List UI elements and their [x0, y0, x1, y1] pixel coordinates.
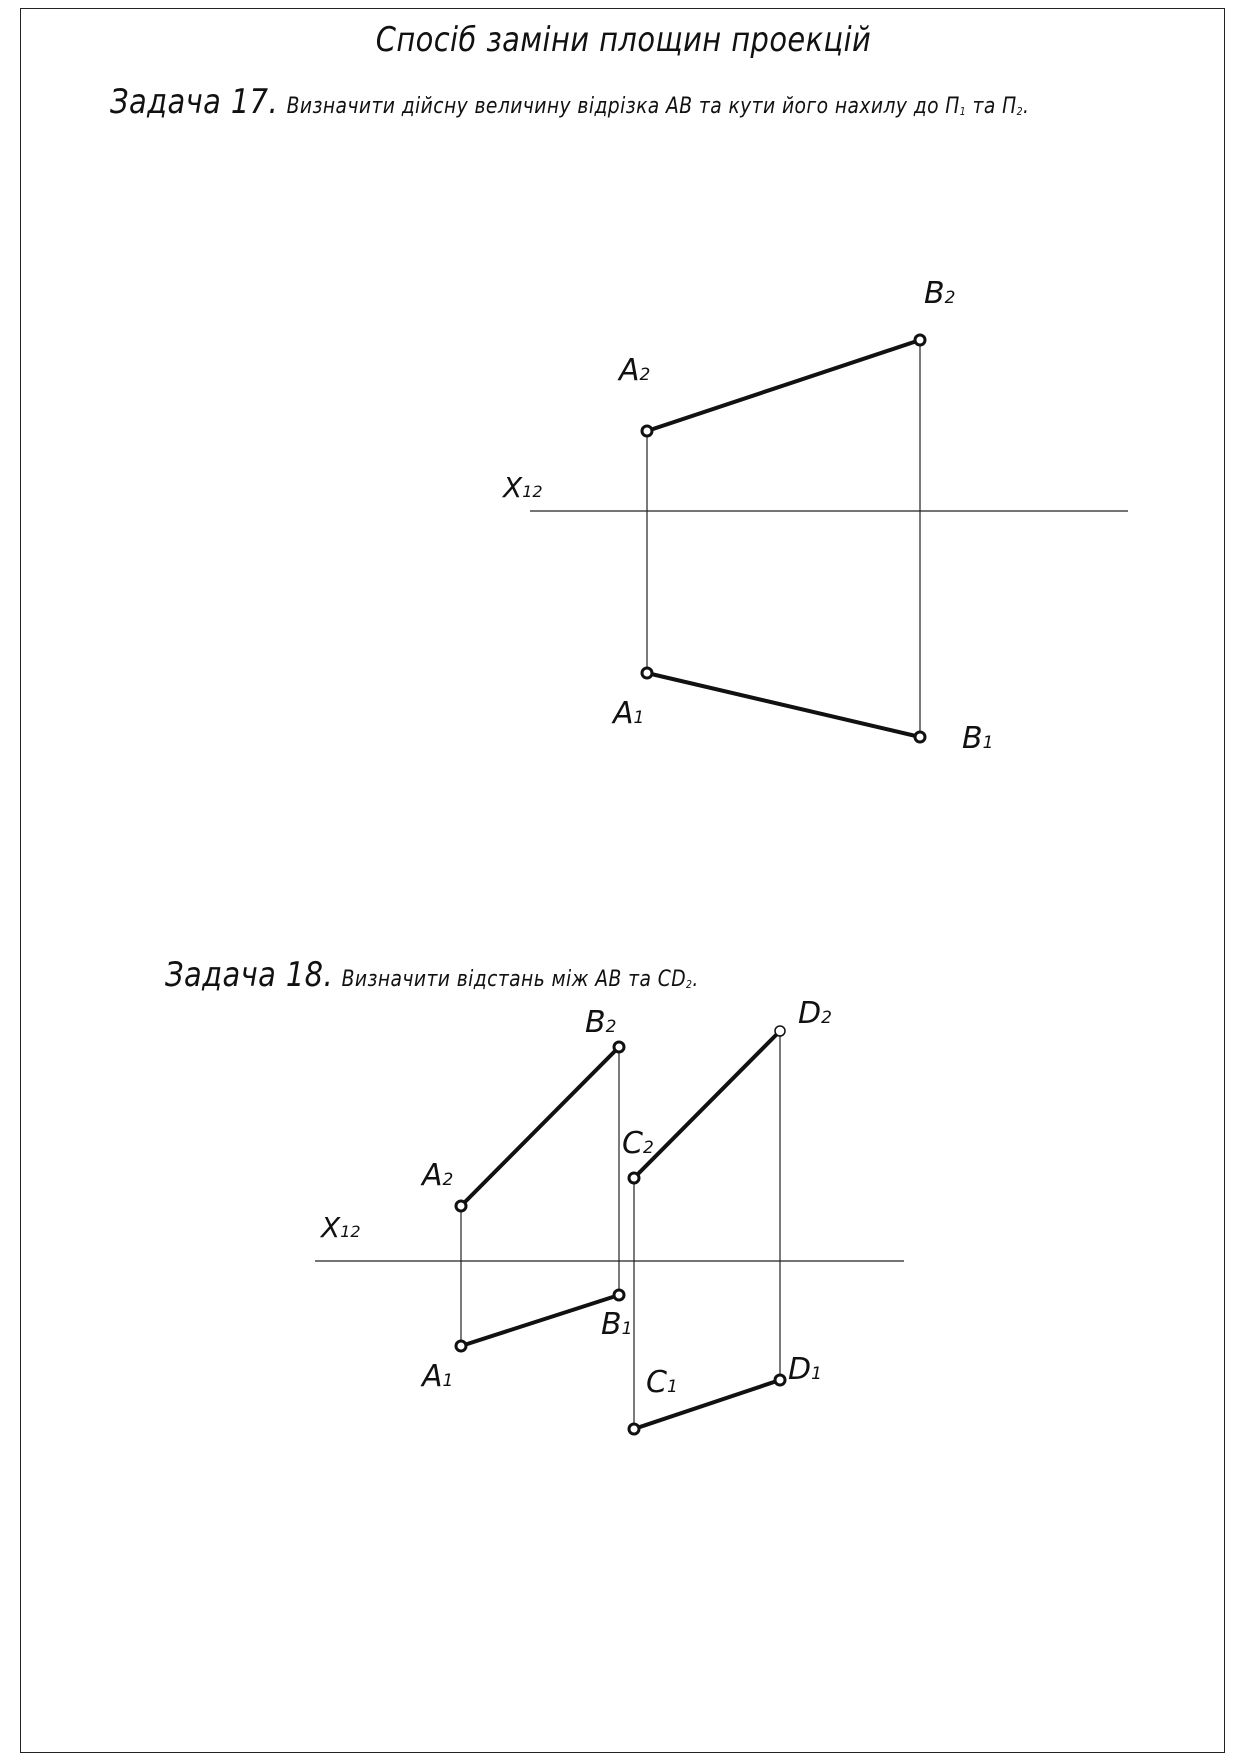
task-18-number: Задача 18.: [165, 955, 334, 995]
page-title: Спосіб заміни площин проекцій: [375, 20, 872, 60]
point-a2: [642, 426, 652, 436]
task-17-number: Задача 17.: [110, 82, 279, 122]
task-18-index: 2: [686, 978, 693, 991]
label-b2: B2: [924, 276, 956, 311]
point-d1: [775, 1375, 785, 1385]
segment-c2-d2: [634, 1031, 780, 1178]
point-c1: [629, 1424, 639, 1434]
point-b1: [915, 732, 925, 742]
point-b1: [614, 1290, 624, 1300]
label-a2: A2: [422, 1158, 454, 1193]
task-18-description: Визначити відстань між AB та CD: [341, 967, 687, 992]
label-d2: D2: [798, 996, 832, 1031]
task-17-description-end: .: [1022, 94, 1030, 119]
segment-a1-b1: [647, 673, 920, 737]
segment-a2-b2: [461, 1047, 619, 1206]
task-17-description-mid: та П: [966, 94, 1017, 119]
task-17-description: Визначити дійсну величину відрізка AB та кути його нахилу до П: [286, 94, 960, 119]
label-b2: B2: [585, 1005, 617, 1040]
label-b1: B1: [601, 1307, 633, 1342]
point-b2: [915, 335, 925, 345]
task-17-plane-2-index: 2: [1016, 105, 1023, 118]
point-a1: [642, 668, 652, 678]
label-c1: C1: [646, 1365, 678, 1400]
segment-a1-b1: [461, 1295, 619, 1346]
axis-x12-label: X12: [321, 1211, 361, 1244]
diagram-18: [315, 996, 904, 1434]
point-a2: [456, 1201, 466, 1211]
task-17-plane-1-index: 1: [959, 105, 967, 118]
axis-x12-label: X12: [503, 471, 543, 504]
point-b2: [614, 1042, 624, 1052]
point-d2: [775, 1026, 785, 1036]
point-c2: [629, 1173, 639, 1183]
label-b1: B1: [962, 721, 994, 756]
segment-a2-b2: [647, 340, 920, 431]
diagram-17: [501, 276, 1128, 756]
label-c2: C2: [622, 1126, 654, 1161]
point-a1: [456, 1341, 466, 1351]
task-18-description-end: .: [692, 967, 699, 992]
label-a2: A2: [619, 353, 651, 388]
label-d1: D1: [788, 1352, 822, 1387]
label-a1: A1: [613, 696, 645, 731]
label-a1: A1: [422, 1359, 454, 1394]
